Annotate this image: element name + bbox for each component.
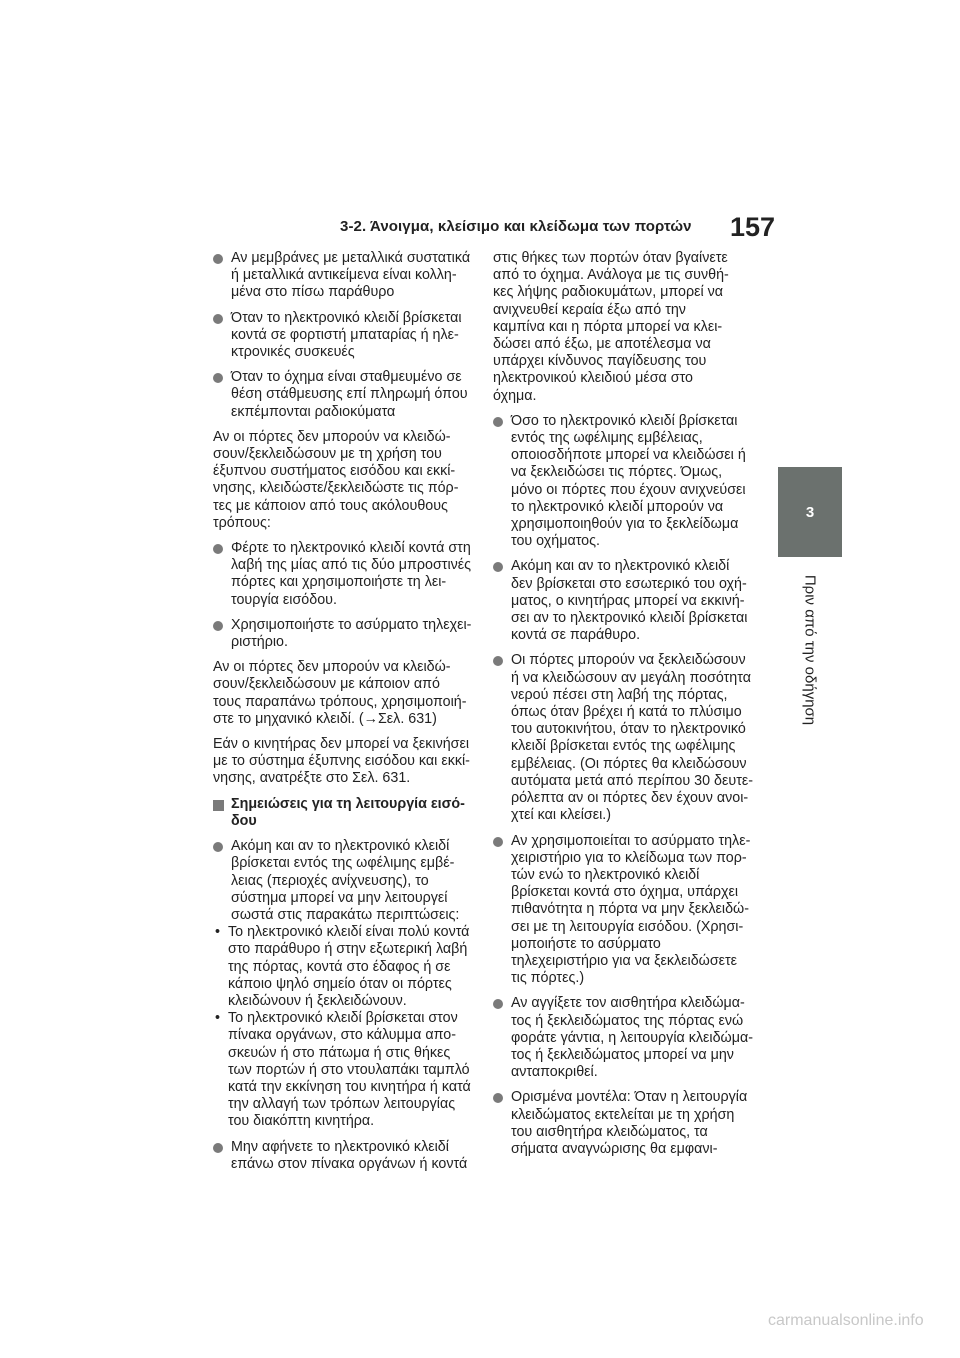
bullet-item	[213, 617, 473, 651]
bullet-dot-icon	[493, 417, 503, 427]
text-line: φοράτε γάντια, η λειτουργία κλειδώμα-	[511, 1029, 753, 1046]
text-line: Αν χρησιμοποιείται το ασύρματο τηλε-	[511, 832, 751, 849]
bullet-text	[231, 540, 473, 609]
text-line: ηλεκτρονικού κλειδιού μέσα στο	[493, 370, 694, 387]
sub-list-item	[213, 1010, 473, 1130]
bullet-text	[231, 369, 473, 421]
text-line: βρίσκεται εντός της ωφέλιμης εμβέ-	[231, 855, 455, 872]
text-line: κτρονικές συσκευές	[231, 344, 355, 361]
text-line: χειριστήριο για το κλείδωμα των πορ-	[511, 849, 747, 866]
text-line: το ηλεκτρονικό κλειδί μπορούν να	[511, 498, 724, 515]
bullet-dot-icon	[493, 656, 503, 666]
text-line: Αν οι πόρτες δεν μπορούν να κλειδώ-	[213, 428, 451, 445]
text-line: των πορτών ή στο ντουλαπάκι ταμπλό	[228, 1061, 470, 1078]
text-line: να ξεκλειδώσει τις πόρτες. Όμως,	[511, 464, 723, 481]
text-line: Όταν το όχημα είναι σταθμευμένο σε	[231, 369, 462, 386]
bullet-item	[213, 310, 473, 362]
bullet-dot-icon	[213, 254, 223, 264]
text-line: Εάν ο κινητήρας δεν μπορεί να ξεκινήσει	[213, 736, 470, 753]
bullet-dot-icon	[213, 373, 223, 383]
text-line: τες με κάποιον από τους ακόλουθους	[213, 497, 448, 514]
bullet-item	[493, 1089, 768, 1158]
text-line: Το ηλεκτρονικό κλειδί βρίσκεται στον	[228, 1010, 458, 1027]
text-line: λαβή της μίας από τις δύο μπροστινές	[231, 557, 472, 574]
text-line: του αισθητήρα κλειδώματος, τα	[511, 1123, 708, 1140]
bullet-item	[493, 413, 768, 551]
text-line: τος ή ξεκλειδώματος μπορεί να μην	[511, 1046, 734, 1063]
bullet-text	[511, 558, 768, 644]
bullet-item	[213, 838, 473, 1130]
text-line: σει αν το ηλεκτρονικό κλειδί βρίσκεται	[511, 610, 748, 627]
text-line: κοντά σε παράθυρο.	[511, 627, 641, 644]
text-line: με το σύστημα έξυπνης εισόδου και εκκί-	[213, 753, 470, 770]
text-line: από το όχημα. Ανάλογα με τις συνθή-	[493, 267, 729, 284]
text-line: Οι πόρτες μπορούν να ξεκλειδώσουν	[511, 652, 746, 669]
section-square-icon	[213, 800, 224, 811]
text-line: στε το μηχανικό κλειδί. (→Σελ. 631)	[213, 710, 437, 727]
bullet-text	[231, 1139, 473, 1173]
right-column	[493, 250, 768, 1166]
text-line: εμβέλειας. (Οι πόρτες θα κλειδώσουν	[511, 755, 747, 772]
text-line: θέση στάθμευσης επί πληρωμή όπου	[231, 386, 468, 403]
text-line: σουν/ξεκλειδώσουν με τη χρήση του	[213, 446, 442, 463]
text-line: Αν αγγίξετε τον αισθητήρα κλειδώμα-	[511, 995, 745, 1012]
bullet-dot-icon	[493, 1093, 503, 1103]
text-line: χτεί και κλείσει.)	[511, 807, 612, 824]
text-line: κάποιο ψηλό σημείο όταν οι πόρτες	[228, 975, 452, 992]
text-line: κλειδώματος εκτελείται με τη χρήση	[511, 1106, 735, 1123]
bullet-text	[511, 833, 768, 988]
sub-list	[213, 924, 473, 1130]
text-line: όχημα.	[493, 387, 537, 404]
text-line: τηλεχειριστήριο για να ξεκλειδώσετε	[511, 952, 738, 969]
text-line: βρίσκεται κοντά στο όχημα, υπάρχει	[511, 884, 739, 901]
bullet-dot-icon	[213, 842, 223, 852]
text-line: σει με τη λειτουργία εισόδου. (Χρησι-	[511, 918, 744, 935]
text-line: πιθανότητα η πόρτα να μην ξεκλειδώ-	[511, 901, 749, 918]
text-line: ανιχνευθεί κεραία έξω από την	[493, 301, 686, 318]
text-line: Μην αφήνετε το ηλεκτρονικό κλειδί	[231, 1138, 449, 1155]
text-line: κλειδί βρίσκεται εντός της ωφέλιμης	[511, 738, 736, 755]
bullet-text	[231, 838, 473, 924]
paragraph	[213, 429, 473, 532]
bullet-text	[511, 413, 768, 551]
text-line: μένα στο πίσω παράθυρο	[231, 284, 395, 301]
text-line: ή μεταλλικά αντικείμενα είναι κολλη-	[231, 267, 457, 284]
page-number: 157	[730, 212, 776, 242]
bullet-item	[213, 369, 473, 421]
text-line: αυτόματα μετά από περίπου 30 δευτε-	[511, 772, 753, 789]
text-line: Φέρτε το ηλεκτρονικό κλειδί κοντά στη	[231, 540, 471, 557]
bullet-dot-icon	[213, 1143, 223, 1153]
sub-bullet-icon: •	[215, 924, 221, 941]
text-line: στις θήκες των πορτών όταν βγαίνετε	[493, 250, 728, 266]
text-line: κλειδώνουν ή ξεκλειδώνουν.	[228, 992, 407, 1009]
text-line: κες λήψης ραδιοκυμάτων, μπορεί να	[493, 284, 724, 301]
text-line: ή να κλειδώσουν αν μεγάλη ποσότητα	[511, 669, 751, 686]
text-line: Το ηλεκτρονικό κλειδί είναι πολύ κοντά	[228, 924, 470, 941]
text-line: Ακόμη και αν το ηλεκτρονικό κλειδί	[231, 838, 450, 855]
bullet-dot-icon	[213, 544, 223, 554]
text-line: μόνο οι πόρτες που έχουν ανιχνεύσει	[511, 481, 746, 498]
left-column	[213, 250, 473, 1181]
section-heading	[213, 796, 473, 830]
bullet-dot-icon	[213, 621, 223, 631]
text-line: χρησιμοποιηθούν για το ξεκλείδωμα	[511, 516, 739, 533]
text-line: Ακόμη και αν το ηλεκτρονικό κλειδί	[511, 558, 730, 575]
text-line: τουργία εισόδου.	[231, 591, 337, 608]
text-line: ρόλεπτα αν οι πόρτες δεν έχουν ανοι-	[511, 790, 749, 807]
bullet-item	[493, 995, 768, 1081]
text-line: όπως όταν βρέχει ή κατά το πλύσιμο	[511, 704, 742, 721]
bullet-item	[493, 833, 768, 988]
text-line: Χρησιμοποιήστε το ασύρματο τηλεχει-	[231, 616, 472, 633]
text-line: δώσει από έξω, με αποτέλεσμα να	[493, 336, 711, 353]
text-line: κοντά σε φορτιστή μπαταρίας ή ηλε-	[231, 326, 459, 343]
text-line: σωστά στις παρακάτω περιπτώσεις:	[231, 906, 460, 923]
bullet-dot-icon	[493, 562, 503, 572]
text-line: νερού πέσει στη λαβή της πόρτας,	[511, 686, 728, 703]
bullet-dot-icon	[493, 999, 503, 1009]
text-line: τρόπους:	[213, 514, 271, 531]
bullet-item	[213, 1139, 473, 1173]
text-line: του οχήματος.	[511, 533, 600, 550]
watermark: carmanualsonline.info	[768, 1312, 924, 1329]
bullet-text	[231, 617, 473, 651]
chapter-tab-label: Πριν από την οδήγηση	[801, 574, 819, 726]
bullet-item	[213, 540, 473, 609]
bullet-text	[231, 310, 473, 362]
sub-bullet-icon: •	[215, 1010, 221, 1027]
paragraph	[493, 250, 768, 405]
text-line: πίνακα οργάνων, στο κάλυμμα απο-	[228, 1027, 456, 1044]
chapter-tab-number: 3	[805, 503, 815, 521]
text-line: τών ενώ το ηλεκτρονικό κλειδί	[511, 866, 700, 883]
text-line: καμπίνα και η πόρτα μπορεί να κλει-	[493, 318, 723, 335]
text-line: την αλλαγή των τρόπων λειτουργίας	[228, 1096, 456, 1113]
text-line: Όταν το ηλεκτρονικό κλειδί βρίσκεται	[231, 309, 462, 326]
sub-list-item	[213, 924, 473, 1010]
text-line: Αν μεμβράνες με μεταλλικά συστατικά	[231, 250, 471, 266]
text-line: κατά την εκκίνηση του κινητήρα ή κατά	[228, 1078, 471, 1095]
text-line: Αν οι πόρτες δεν μπορούν να κλειδώ-	[213, 659, 451, 676]
text-line: υπάρχει κίνδυνος παγίδευσης του	[493, 353, 707, 370]
bullet-text	[511, 652, 768, 824]
chapter-tab[interactable]	[778, 467, 842, 557]
text-line: εντός της ωφέλιμης εμβέλειας,	[511, 430, 703, 447]
bullet-dot-icon	[493, 837, 503, 847]
bullet-dot-icon	[213, 314, 223, 324]
text-line: τος ή ξεκλειδώματος της πόρτας ενώ	[511, 1012, 744, 1029]
text-line: επάνω στον πίνακα οργάνων ή κοντά	[231, 1155, 468, 1172]
bullet-text	[511, 995, 768, 1081]
text-line: εκπέμπονται ραδιοκύματα	[231, 403, 396, 420]
text-line: Όσο το ηλεκτρονικό κλειδί βρίσκεται	[511, 412, 738, 429]
text-line: του διακόπτη κινητήρα.	[228, 1113, 375, 1130]
text-line: ριστήριο.	[231, 634, 288, 651]
text-line: δεν βρίσκεται στο εσωτερικό του οχή-	[511, 575, 747, 592]
heading-line: δου	[231, 812, 257, 829]
text-line: Ορισμένα μοντέλα: Όταν η λειτουργία	[511, 1089, 748, 1106]
text-line: πόρτες και χρησιμοποιήστε τη λει-	[231, 574, 447, 591]
text-line: νησης, ανατρέξτε στο Σελ. 631.	[213, 770, 411, 787]
text-line: τους παραπάνω τρόπους, χρησιμοποιή-	[213, 693, 467, 710]
text-line: τις πόρτες.)	[511, 970, 585, 987]
paragraph	[213, 736, 473, 788]
text-line: στο παράθυρο ή στην εξωτερική λαβή	[228, 941, 468, 958]
chapter-header-title: 3-2. Άνοιγμα, κλείσιμο και κλείδωμα των πορτών	[340, 218, 692, 235]
bullet-item	[493, 558, 768, 644]
text-line: ματος, ο κινητήρας μπορεί να εκκινή-	[511, 592, 745, 609]
text-line: οποιοσδήποτε μπορεί να κλειδώσει ή	[511, 447, 746, 464]
heading-line: Σημειώσεις για τη λειτουργία εισό-	[231, 795, 465, 812]
text-line: της πόρτας, κοντά στο έδαφος ή σε	[228, 958, 451, 975]
text-line: σκευών ή στο πάτωμα ή στις θήκες	[228, 1044, 451, 1061]
text-line: νησης, κλειδώστε/ξεκλειδώστε τις πόρ-	[213, 480, 459, 497]
text-line: του αυτοκινήτου, όταν το ηλεκτρονικό	[511, 721, 746, 738]
paragraph	[213, 659, 473, 728]
bullet-item	[213, 250, 473, 302]
text-line: σύστημα μπορεί να μην λειτουργεί	[231, 889, 448, 906]
text-line: σήματα αναγνώρισης θα εμφανι-	[511, 1140, 718, 1157]
bullet-item	[493, 652, 768, 824]
text-line: έξυπνου συστήματος εισόδου και εκκί-	[213, 463, 456, 480]
text-line: μοποιήστε το ασύρματο	[511, 935, 661, 952]
text-line: σουν/ξεκλειδώσουν με κάποιον από	[213, 676, 440, 693]
text-line: ανταποκριθεί.	[511, 1064, 598, 1081]
bullet-text	[511, 1089, 768, 1158]
bullet-text	[231, 250, 473, 302]
text-line: λειας (περιοχές ανίχνευσης), το	[231, 872, 429, 889]
